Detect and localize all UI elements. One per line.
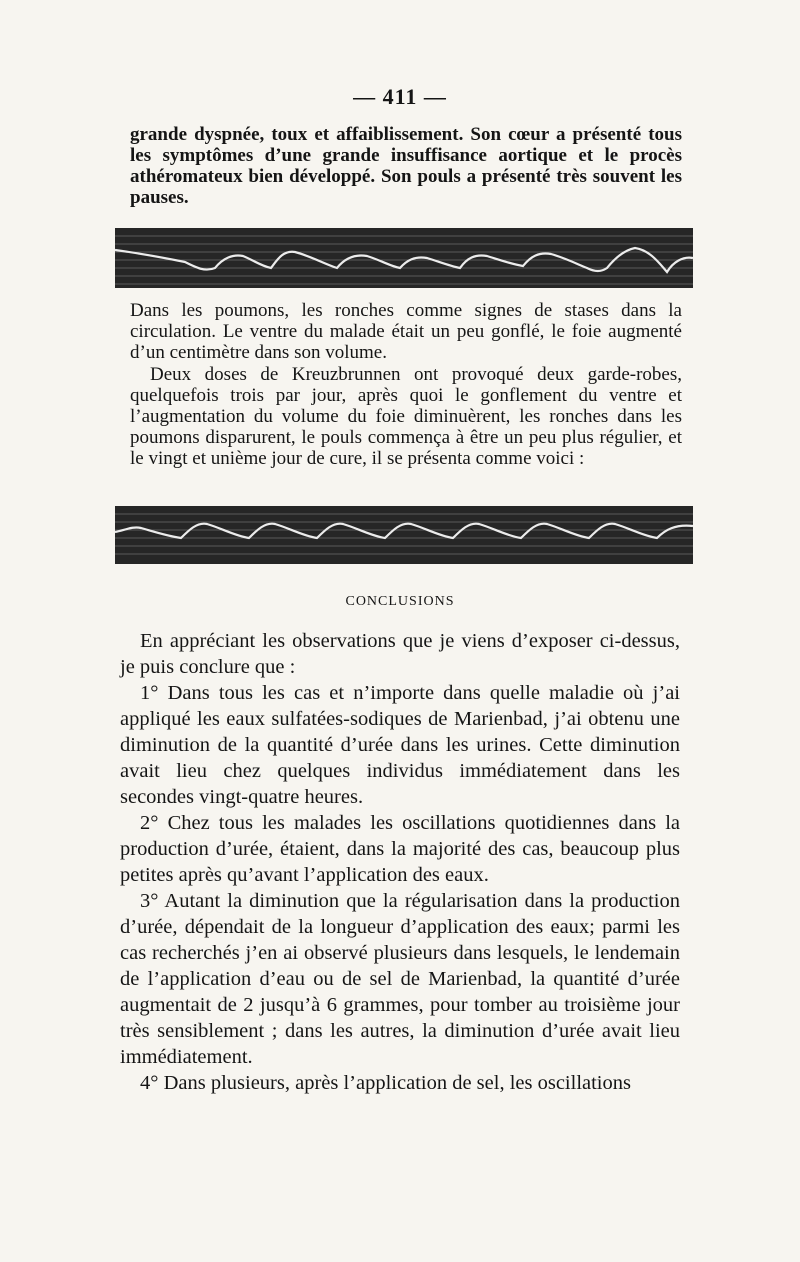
conclusion-item-4: 4° Dans plusieurs, après l’application de sel, les oscillations [140, 1072, 631, 1094]
conclusion-item-1: 1° Dans tous les cas et n’importe dans quelle maladie où j’ai appliqué les eaux sulfatées-sodiques de Marienbad, j’ai obtenu une diminution de la quantité d’urée dans les urines. Cette diminution avait lieu chez quelques individus immédiatement dans les secondes vingt-quatre heures. [120, 682, 680, 808]
conclusion-item-2: 2° Chez tous les malades les oscillations quotidiennes dans la production d’urée, étaient, dans la majorité des cas, beaucoup plus petites après qu’avant l’application des eaux. [120, 812, 680, 886]
page-number: — 411 — [353, 84, 447, 109]
conclusions-intro: En appréciant les observations que je viens d’exposer ci-dessus, je puis conclure que : [120, 630, 680, 678]
pulse-tracing-2 [115, 506, 693, 564]
conclusion-item-3: 3° Autant la diminution que la régularisation dans la production d’urée, dépendait de la longueur d’application des eaux; parmi les cas recherchés j’en ai observé plusieurs dans lesquels, le lendemain de l’application d’eau ou de sel de Marienbad, la quantité d’urée augmentait de 2 jusqu’à 6 grammes, pour tomber au troisième jour très sensiblement ; dans les autres, la diminution d’urée avait lieu immédiatement. [120, 890, 680, 1068]
pulse-tracing-1 [115, 228, 693, 288]
paragraph-case-description: grande dyspnée, toux et affaiblissement. Son cœur a présenté tous les symptômes d’une grande insuffisance aortique et le procès athéromateux bien développé. Son pouls a présenté très souvent les pauses. [130, 124, 682, 208]
conclusions-heading: CONCLUSIONS [345, 594, 455, 609]
paragraph-treatment: Deux doses de Kreuzbrunnen ont provoqué deux garde-robes, quelquefois trois par jour, après quoi le gonflement du ventre et l’augmentation du volume du foie diminuèrent, les ronches dans les poumons disparurent, le pouls commença à être un peu plus régulier, et le vingt et unième jour de cure, il se présenta comme voici : [130, 364, 682, 469]
paragraph-lungs: Dans les poumons, les ronches comme signes de stases dans la circulation. Le ventre du malade était un peu gonflé, le foie augmenté d’un centimètre dans son volume. [130, 300, 682, 363]
